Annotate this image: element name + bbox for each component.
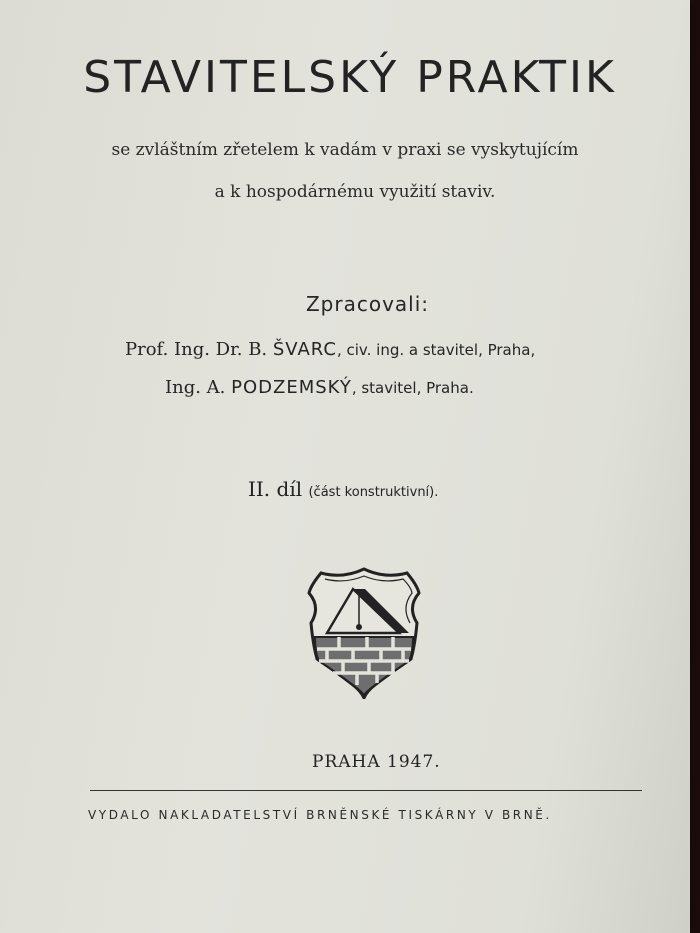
volume-note: (část konstruktivní).	[308, 485, 439, 500]
volume-number: II. díl	[248, 477, 303, 501]
publisher-line: VYDALO NAKLADATELSTVÍ BRNĚNSKÉ TISKÁRNY V BRNĚ.	[88, 808, 552, 822]
subtitle-line-1: se zvláštním zřetelem k vadám v praxi se vyskytujícím	[111, 140, 579, 160]
imprint-place-year: PRAHA 1947.	[312, 752, 441, 772]
author-1-prefix: Prof. Ing. Dr. B.	[125, 339, 268, 360]
prepared-by-label: Zpracovali:	[305, 292, 430, 316]
author-2-name: PODZEMSKÝ	[231, 377, 352, 398]
author-1-name: ŠVARC	[272, 339, 337, 360]
author-2-role: , stavitel, Praha.	[351, 379, 474, 397]
author-1	[125, 339, 535, 360]
subtitle-line-2: a k hospodárnému využití staviv.	[214, 182, 496, 202]
plumb-bob-icon	[356, 624, 362, 630]
author-2	[165, 377, 474, 398]
shield-crest-icon	[303, 567, 425, 699]
volume-line	[248, 477, 438, 501]
brick-wall-icon	[315, 637, 413, 695]
author-2-prefix: Ing. A.	[165, 377, 226, 398]
author-1-role: , civ. ing. a stavitel, Praha,	[336, 341, 536, 359]
divider-rule	[90, 790, 642, 791]
book-title: STAVITELSKÝ PRAKTIK	[83, 52, 617, 103]
